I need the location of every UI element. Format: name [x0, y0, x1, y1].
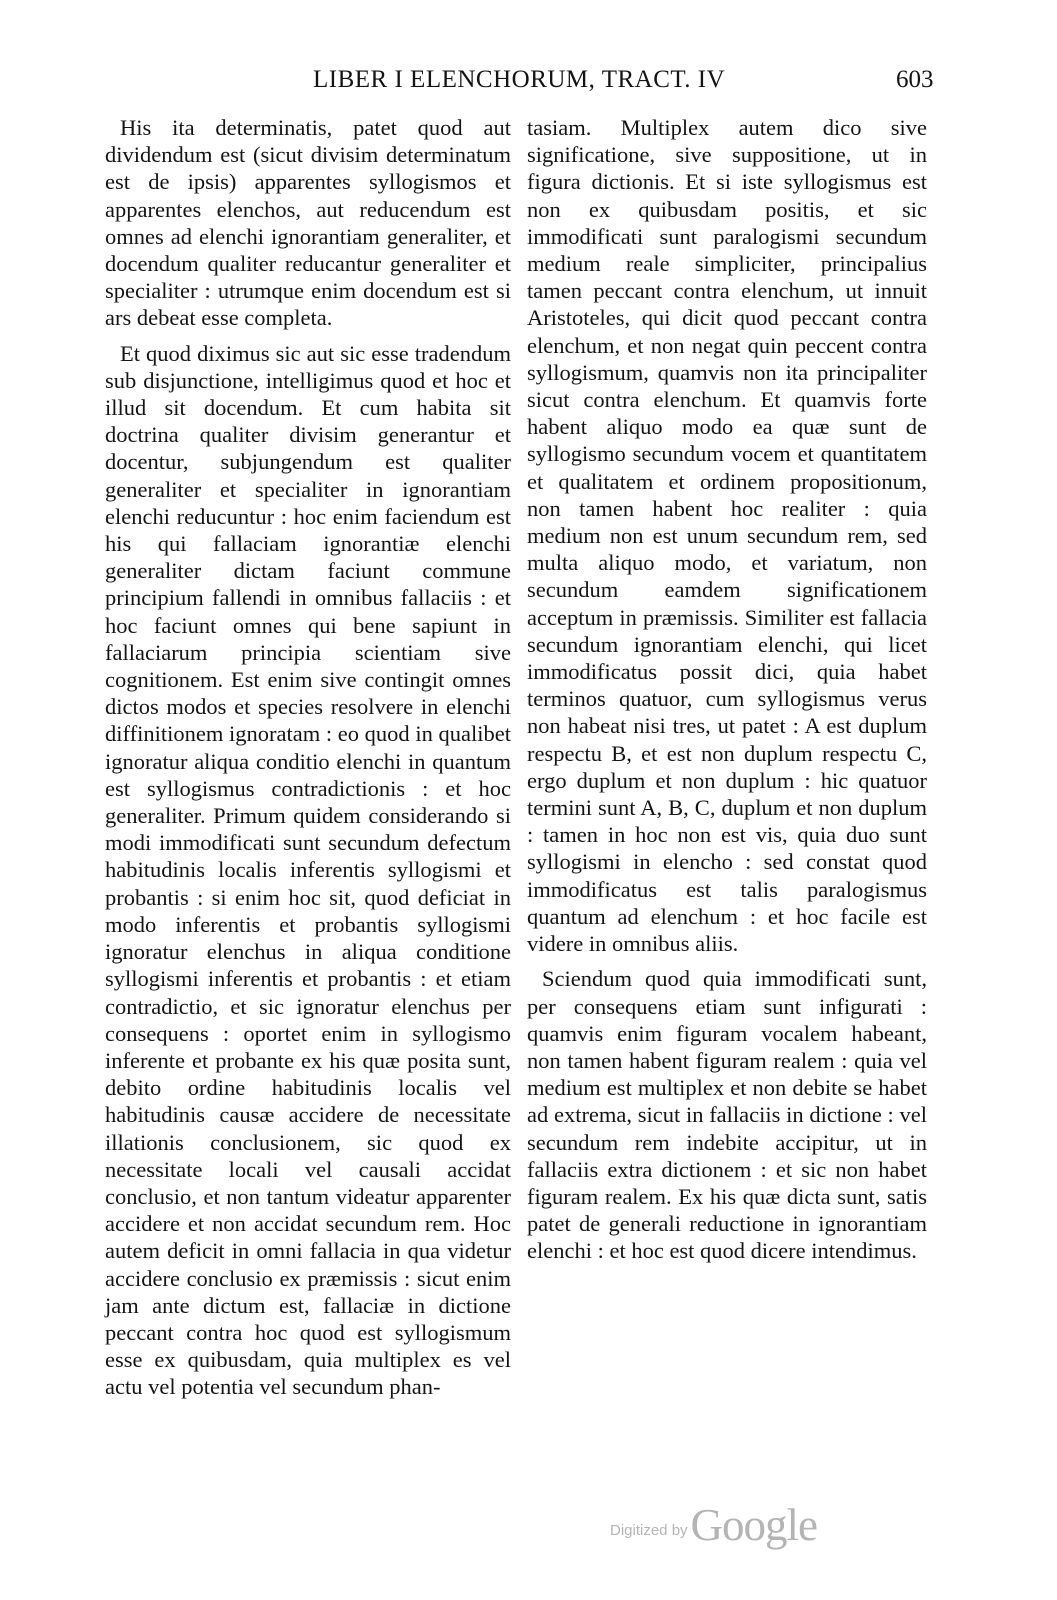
page-number: 603	[896, 66, 934, 93]
left-column	[105, 114, 511, 1409]
google-logo: Google	[690, 1500, 818, 1550]
running-title: LIBER I ELENCHORUM, TRACT. IV	[313, 66, 726, 93]
google-digitized-watermark	[610, 1498, 817, 1548]
running-header	[0, 66, 1057, 100]
left-paragraph-1: His ita determinatis, patet quod aut dividendum est (sicut divisim determinatum est de ipsis) apparentes syllogismos et apparentes elenchos, aut reducendum est omnes ad elenchi ignorantiam generaliter, et docendum qualiter reducantur generaliter et specialiter : utrumque enim docendum est si ars debeat esse completa.	[105, 115, 511, 331]
right-paragraph-1: tasiam. Multiplex autem dico sive significatione, sive suppositione, ut in figura dictionis. Et si iste syllogismus est non ex quibusdam positis, et sic immodificati sunt paralogismi secundum medium reale simpliciter, principalius tamen peccant contra elenchum, ut innuit Aristoteles, qui dicit quod peccant contra elenchum, et non negat quin peccent contra syllogismum, quamvis non ita principaliter sicut contra elenchum. Et quamvis forte habent aliquo modo ea quæ sunt de syllogismo secundum vocem et quantitatem et qualitatem et ordinem propositionum, non tamen habent hoc realiter : quia medium non est unum secundum rem, sed multa aliquo modo, et variatum, non secundum eamdem significationem acceptum in præmissis. Similiter est fallacia secundum ignorantiam elenchi, qui licet immodificatus possit dici, quia habet terminos quatuor, cum syllogismus verus non habeat nisi tres, ut patet : A est duplum respectu B, et est non duplum respectu C, ergo duplum et non duplum : hic quatuor termini sunt A, B, C, duplum et non duplum : tamen in hoc non est vis, quia duo sunt syllogismi in elencho : sed constat quod immodificatus est talis paralogismus quantum ad elenchum : et hoc facile est videre in omnibus aliis.	[527, 115, 927, 957]
right-paragraph-2: Sciendum quod quia immodificati sunt, per consequens etiam sunt infigurati : quamvis enim figuram vocalem habeant, non tamen habent figuram realem : quia vel medium est multiplex et non debite se habet ad extrema, sicut in fallaciis in dictione : vel secundum rem indebite accipitur, ut in fallaciis extra dictionem : et sic non habet figuram realem. Ex his quæ dicta sunt, satis patet de generali reductione in ignorantiam elenchi : et hoc est quod dicere intendimus.	[527, 966, 927, 1264]
left-paragraph-2: Et quod diximus sic aut sic esse tradendum sub disjunctione, intelligimus quod et hoc et illud sit docendum. Et cum habita sit doctrina qualiter divisim generantur et docentur, subjungendum est qualiter generaliter et specialiter in ignorantiam elenchi reducuntur : hoc enim faciendum est his qui fallaciam ignorantiæ elenchi generaliter dictam faciunt commune principium fallendi in omnibus fallaciis : et hoc faciunt omnes qui bene sapiunt in fallaciarum principia scientiam sive cognitionem. Est enim sive contingit omnes dictos modos et species resolvere in elenchi diffinitionem ignoratam : eo quod in qualibet ignoratur aliqua conditio elenchi in quantum est syllogismus contradictionis : et hoc generaliter. Primum quidem considerando si modi immodificati sunt secundum defectum habitudinis localis inferentis syllogismi et probantis : si enim hoc sit, quod deficiat in modo inferentis et probantis syllogismi ignoratur elenchus in aliqua conditione syllogismi inferentis et probantis : et etiam contradictio, et sic ignoratur elenchus per consequens : oportet enim in syllogismo inferente et probante ex his quæ posita sunt, debito ordine habitudinis localis vel habitudinis causæ accidere de necessitate illationis conclusionem, sic quod ex necessitate locali vel causali accidat conclusio, et non tantum videatur apparenter accidere et non accidat secundum rem. Hoc autem deficit in omni fallacia in qua videtur accidere conclusio ex præmissis : sicut enim jam ante dictum est, fallaciæ in dictione peccant contra hoc quod est syllogismum esse ex quibusdam, quia multiplex es vel actu vel potentia vel secundum phan-	[105, 340, 511, 1400]
watermark-prefix: Digitized by	[610, 1522, 688, 1539]
right-column	[527, 114, 927, 1273]
